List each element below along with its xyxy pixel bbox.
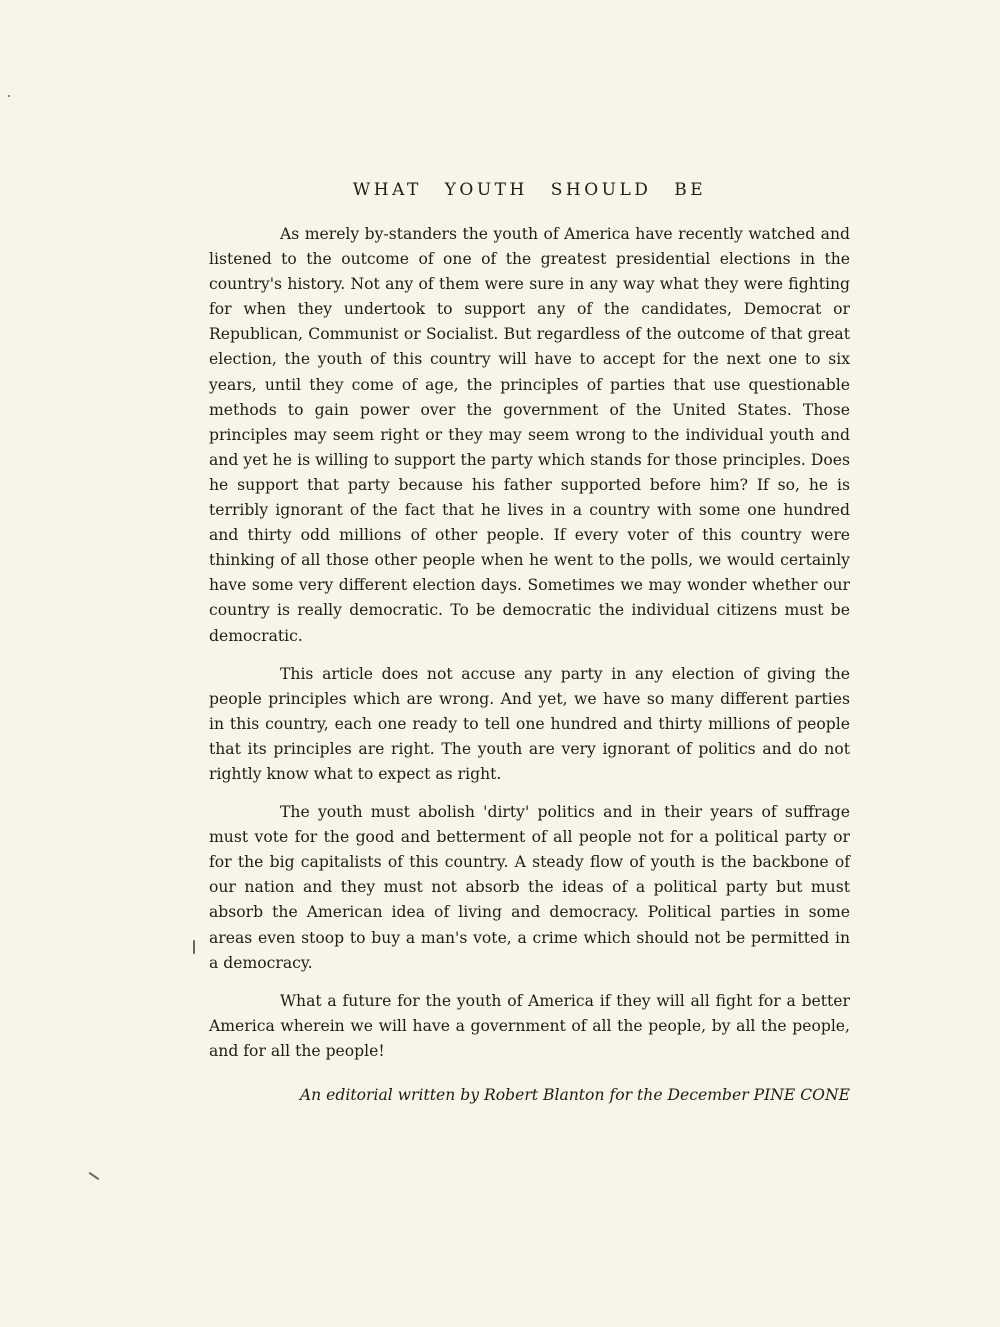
paper-mark: [193, 940, 195, 954]
paragraph-1: As merely by-standers the youth of America have recently watched and listened to the outcome of one of the greatest presidential elections in the country's history. Not any of them were sure in any way what they were fighting for when they undertook to support any of the candidates, Democrat or Republican, Communist or Socialist. But regardless of the outcome of that great election, the youth of this country will have to accept for the next one to six years, until they come of age, the principles of parties that use questionable methods to gain power over the government of the United States. Those principles may seem right or they may seem wrong to the individual youth and and yet he is willing to support the party which stands for those principles. Does he support that party because his father supported before him? If so, he is terribly ignorant of the fact that he lives in a country with some one hundred and thirty odd millions of other people. If every voter of this country were thinking of all those other people when he went to the polls, we would certainly have some very different election days. Sometimes we may wonder whether our country is really democratic. To be democratic the individual citizens must be democratic.: [209, 225, 850, 645]
byline: An editorial written by Robert Blanton for the December PINE CONE: [299, 1086, 850, 1104]
document-page: [209, 180, 850, 1104]
document-title: WHAT YOUTH SHOULD BE: [352, 180, 707, 200]
paper-mark: [8, 95, 10, 97]
paragraph-3: The youth must abolish 'dirty' politics and in their years of suffrage must vote for the good and betterment of all people not for a political party or for the big capitalists of this country. A steady flow of youth is the backbone of our nation and they must not absorb the ideas of a political party but must absorb the American idea of living and democracy. Political parties in some areas even stoop to buy a man's vote, a crime which should not be permitted in a democracy.: [209, 803, 850, 972]
paper-mark: [89, 1172, 100, 1181]
paragraph-4: What a future for the youth of America if they will all fight for a better America wherein we will have a government of all the people, by all the people, and for all the people!: [209, 991, 850, 1060]
paragraph-2: This article does not accuse any party in any election of giving the people principles which are wrong. And yet, we have so many different parties in this country, each one ready to tell one hundred and thirty millions of people that its principles are right. The youth are very ignorant of politics and do not rightly know what to expect as right.: [209, 664, 850, 783]
